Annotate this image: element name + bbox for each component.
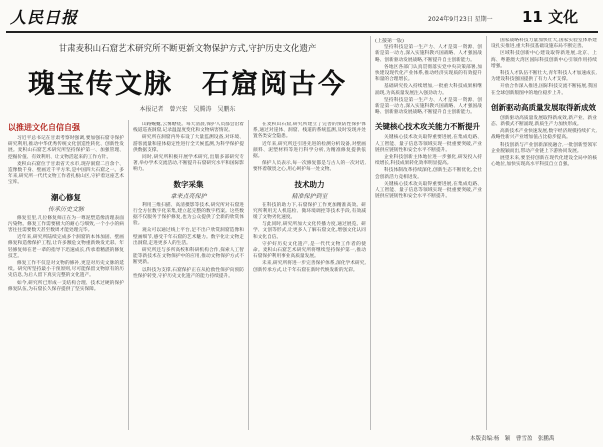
paragraph: 各地区各部门认真贯彻落实党中央决策部署,加快建设现代化产业体系,推动经济实现质的有效提升和量的合理增长。 [375, 64, 482, 83]
right-article-heading: 关键核心技术攻关能力不断提升 [375, 122, 480, 132]
section-heading: 以推进文化自信自强 [8, 123, 80, 132]
section-label: 11 文化 [522, 8, 579, 26]
paragraph: 同时,研究所积极开展学术研究,出版多部研究专著,举办学术交流活动,不断提升石窟研究水平和国际影响力。 [133, 155, 244, 173]
page-editors-footer: 本版责编:杨 颖 曹雪盈 张鹏禹 [470, 436, 555, 442]
paragraph: 习近平总书记在甘肃考察时强调,要加强石窟寺保护研究利用,推动中华优秀传统文化创造性转化、创新性发展。麦积山石窟艺术研究所坚持保护第一、加强管理、挖掘价值、有效利用、让文物活起来的工作方针。 [8, 136, 124, 160]
paragraph: 与此同时,研究所加大文化传播力度,通过展览、研学、文创等形式,让更多人了解石窟文化,增强文化认同和文化自信。 [253, 222, 366, 240]
paragraph: 企业科技创新主体地位进一步强化,研发投入持续增长,科技成果转化效率明显提高。 [375, 155, 482, 167]
column-divider [128, 120, 129, 430]
paragraph: 研究所在洞窟内外布设了大量监测设备,对环境、游客流量和崖体稳定性进行全天候监测,为科学保护提供数据支撑。 [133, 135, 244, 153]
article-column-1 [8, 122, 124, 430]
paragraph: 以科技为支撑,石窟保护正在从抢救性保护向预防性保护转变,守护历史文化遗产的能力持续提升。 [133, 267, 244, 279]
right-article-column-1 [375, 38, 482, 430]
paragraph: 在麦积山石窟,研究所建立了完善的预防性保护体系,通过对崖体、洞窟、栈道的系统监测,及时发现并处置各类安全隐患。 [253, 122, 366, 140]
paragraph: 近年来,研究所陆续完成多个洞窟的本体加固、壁画修复和造像保护工程,让许多濒危文物重新焕发光彩。年轻修复师在老一辈的指导下迅速成长,传承着精湛的修复技艺。 [8, 235, 124, 259]
paragraph: 近年来,研究所还引进先进的检测分析设备,对壁画颜料、泥塑材料等进行科学分析,为精准修复提供依据。 [253, 141, 366, 160]
paragraph: 麦积山石窟位于甘肃省天水市,现存洞窟二百余个、造像数千身、壁画近千平方米,是中国四大石窟之一。多年来,研究所一代代文物工作者扎根山区,守护着这座艺术宝库。 [8, 161, 124, 186]
subheading-subtitle: 拿来点亮保护 [170, 192, 207, 200]
paragraph: 区域科技创新中心建设取得新进展,北京、上海、粤港澳大湾区国际科技创新中心引领作用持续增强。 [491, 51, 597, 69]
paragraph: 守护好历史文化遗产,是一代代文物工作者的使命。麦积山石窟艺术研究所将继续坚持保护第一,推动石窟保护利用事业高质量发展。 [253, 241, 366, 260]
article-subtitle: 甘肃麦积山石窟艺术研究所不断更新文物保护方式,守护历史文化遗产 [58, 44, 317, 54]
paragraph: 高新技术产业快速发展,数字经济规模持续扩大,战略性新兴产业增加值占比稳步提高。 [491, 129, 597, 141]
column-divider [370, 36, 371, 430]
article-column-2 [133, 122, 244, 430]
masthead [6, 4, 598, 32]
subheading-title: 技术助力 [294, 179, 325, 189]
masthead-rule [6, 31, 598, 33]
paragraph: 利用三维扫描、高清摄影等技术,研究所对石窟进行全方位数字化采集,建立起完整的数字档案。这些数据不仅服务于保护修复,也为公众提供了全新的欣赏体验。 [133, 202, 244, 227]
subheading-title: 潮心修复 [51, 192, 81, 202]
paragraph: 科技人才队伍不断壮大,青年科技人才加速成长,为建设科技强国提供了有力人才支撑。 [491, 71, 597, 83]
paragraph: 在科技的助力下,石窟保护工作更加精准高效。研究所利用无人机巡检、微环境调控等技术手段,有效减缓了文物劣化速度。 [253, 202, 366, 221]
paragraph: 未来,研究所将进一步完善保护体系,深化学术研究,创新传承方式,让千年石窟在新时代焕发新的光彩。 [253, 261, 366, 273]
paragraph: 科技创新与产业创新深度融合,一批创新型领军企业脱颖而出,带动产业链上下游协同发展。 [491, 142, 597, 154]
subheading-subtitle: 传承历史文脉 [47, 205, 84, 213]
continuation-label: (上接第一版) [375, 38, 404, 44]
newspaper-logo: 人民日报 [10, 8, 79, 27]
paragraph: 观众可以通过线上平台,足不出户欣赏洞窟造像和壁画细节,感受千年石窟的艺术魅力。数字化让文物走出洞窟,走进更多人的生活。 [133, 228, 244, 246]
column-divider [486, 36, 487, 430]
paragraph: 修复室里,几位修复师正在为一尊泥塑造像清理表面污染物。修复工作需要极大的耐心与细致,一个小小的病害往往需要数天甚至数周才能处理完毕。 [8, 215, 124, 234]
paragraph: 展望未来,要坚持创新在现代化建设全局中的核心地位,加快实现高水平科技自立自强。 [491, 156, 597, 168]
right-article-heading: 创新驱动高质量发展取得新成效 [491, 102, 596, 112]
paragraph: 基础研究投入持续增加,一批重大科技成果相继涌现,为高质量发展注入强劲动力。 [375, 84, 482, 96]
right-article-column-2 [491, 38, 597, 430]
paragraph: 国家战略科技力量加快壮大,国家实验室体系建设扎实推进,重大科技基础设施布局不断完善。 [491, 38, 597, 50]
paragraph: 创新驱动高质量发展取得新成效,新产业、新业态、新模式不断涌现,新质生产力加快形成。 [491, 115, 597, 128]
paragraph: 保护人员表示,每一次修复都是与古人的一次对话,要怀着敬畏之心,用心呵护每一处文物。 [253, 161, 366, 173]
paragraph: 开放合作深入推进,国际科技交流不断拓展,我国在全球创新版图中的地位稳步上升。 [491, 84, 597, 96]
issue-date: 2024年9月23日 星期一 [428, 16, 493, 23]
paragraph: 修复工作不仅是对文物的修补,更是对历史文脉的延续。研究所坚持最小干预原则,尽可能保留文物原有的历史信息,为后人留下真实完整的文化遗产。 [8, 261, 124, 279]
article-headline: 瑰宝传文脉 石窟阅古今 [28, 69, 347, 100]
paragraph: 科技体制改革持续深化,创新生态不断优化,全社会创新活力竞相迸发。 [375, 168, 482, 180]
paragraph: 关键核心技术攻关取得重要进展,在集成电路、人工智能、量子信息等领域实现一批重要突破,产业链供应链韧性和安全水平不断提升。 [375, 181, 482, 200]
paragraph: 研究所还与多所高校和科研机构合作,探索人工智能等新技术在文物保护中的应用,推动文物保护方式不断更新。 [133, 248, 244, 266]
paragraph: 如今,研究所已形成一支结构合理、技术过硬的保护修复队伍,为石窟长久保存提供了坚实保障。 [8, 280, 124, 292]
column-divider [248, 120, 249, 430]
article-column-3 [253, 122, 366, 430]
paragraph: 坚持科技是第一生产力、人才是第一资源、创新是第一动力,深入实施科教兴国战略、人才强国战略、创新驱动发展战略,不断提升自主创新能力。 [375, 97, 482, 116]
subheading-subtitle: 精准保护到室 [291, 192, 328, 200]
paragraph: 坚持科技是第一生产力、人才是第一资源、创新是第一动力,深入实施科教兴国战略、人才强国战略、创新驱动发展战略,不断提升自主创新能力。 [375, 45, 482, 63]
paragraph: 山路蜿蜒,云雾缭绕。每天清晨,保护人员都会沿着栈道巡查洞窟,记录温湿度变化和文物病害情况。 [133, 122, 244, 134]
subheading-title: 数字采集 [173, 179, 204, 189]
paragraph: 关键核心技术攻关取得重要进展,在集成电路、人工智能、量子信息等领域实现一批重要突破,产业链供应链韧性和安全水平不断提升。 [375, 135, 482, 153]
article-byline: 本报记者 曾兴宏 吴腾涛 吴鹏东 [139, 106, 236, 113]
